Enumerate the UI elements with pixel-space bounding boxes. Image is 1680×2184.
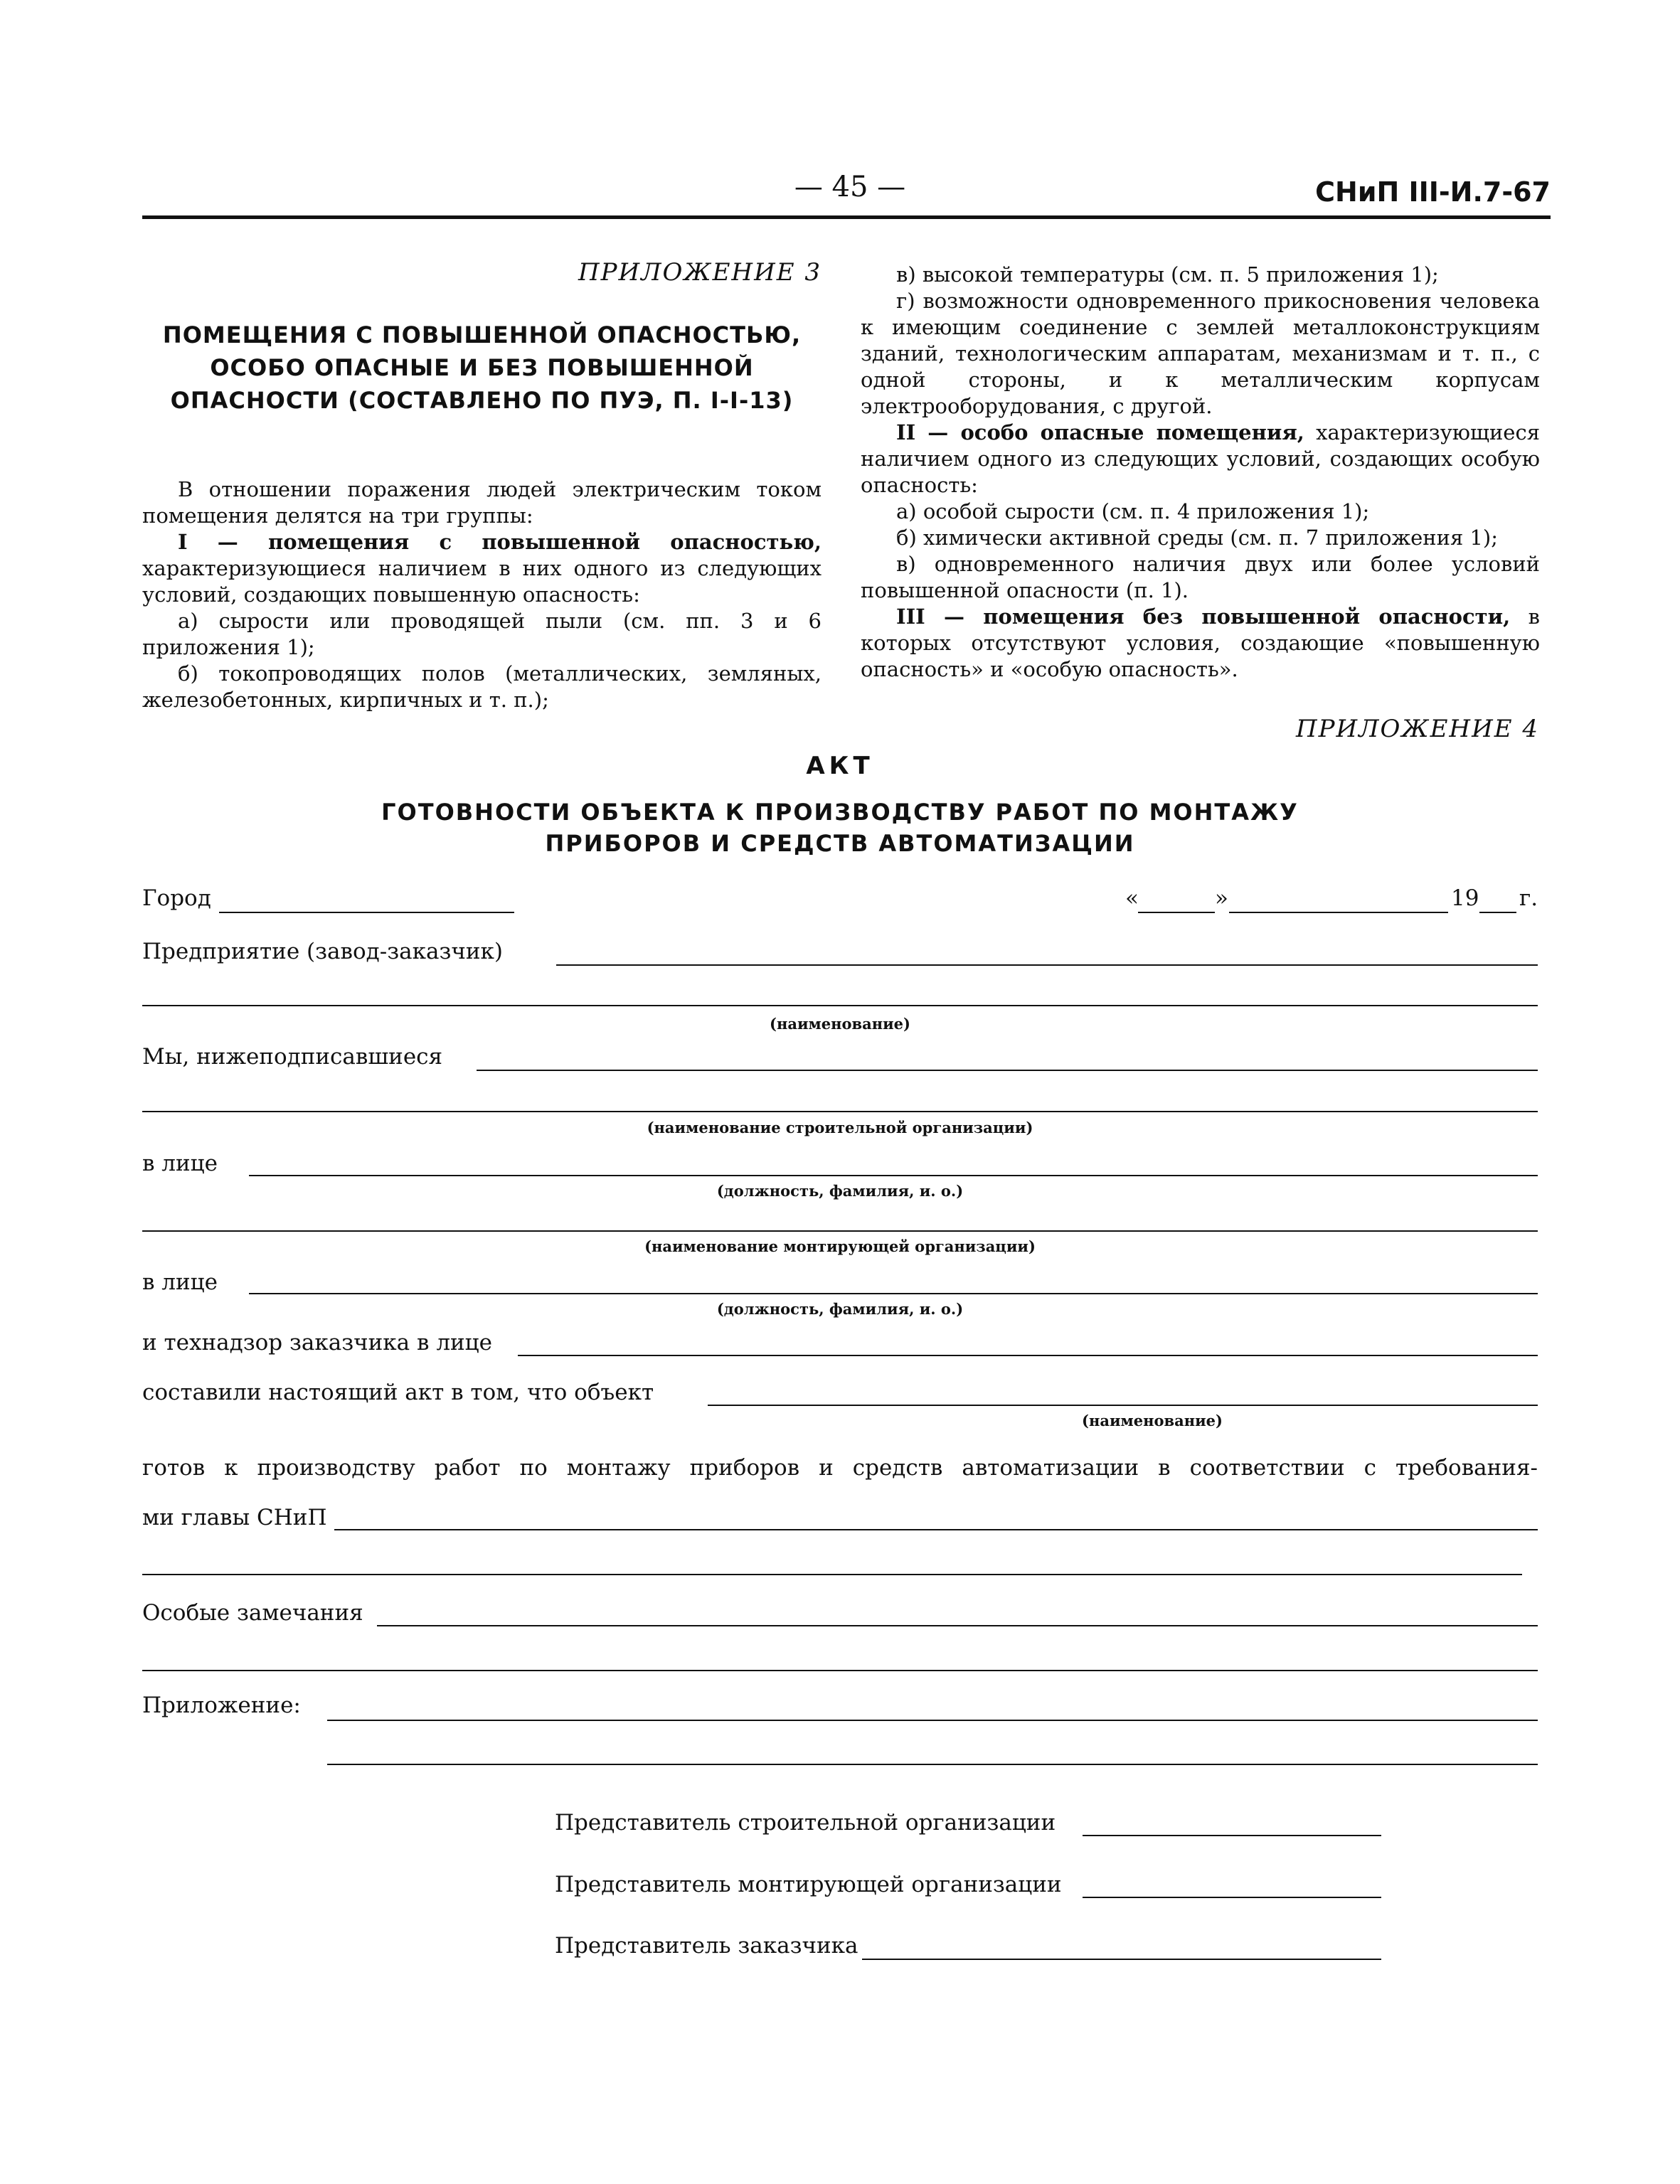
tech-supervision-label: и технадзор заказчика в лице [142,1330,492,1355]
installing-org-caption: (наименование монтирующей организации) [644,1237,1036,1255]
remarks-field[interactable] [377,1625,1538,1626]
annex3-title: ПОМЕЩЕНИЯ С ПОВЫШЕННОЙ ОПАСНОСТЬЮ, ОСОБО ОПАСНЫЕ И БЕЗ ПОВЫШЕННОЙ ОПАСНОСТИ (СОСТАВЛЕНО ПО ПУЭ, П. I-I-13) [162,321,802,414]
undersigned-field[interactable] [477,1070,1538,1071]
remarks-field-line-2[interactable] [142,1670,1538,1671]
snip-chapter-field-line-2[interactable] [142,1574,1522,1575]
group-2-heading: II — особо опасные помещения, [896,420,1304,444]
akt-title: АКТ [806,752,874,780]
group-3-heading: III — помещения без повышенной опасности, [896,604,1511,629]
header-rule [142,215,1551,219]
akt-subtitle [142,797,1538,859]
in-person-field-2[interactable] [249,1293,1538,1294]
year-prefix: 19 [1451,885,1479,911]
tech-supervision-field[interactable] [518,1355,1538,1356]
in-person-label-1: в лице [142,1151,218,1176]
group-2-item-b: б) химически активной среды (см. п. 7 приложения 1); [896,526,1499,550]
building-rep-label: Представитель строительной организации [555,1810,1056,1836]
installing-rep-signature-field[interactable] [1083,1897,1381,1898]
group-1-item-a: а) сырости или проводящей пыли (см. пп. 3 и 6 приложения 1); [142,609,822,659]
group-2-item-a: а) особой сырости (см. п. 4 приложения 1); [896,499,1370,523]
enterprise-label: Предприятие (завод-заказчик) [142,939,503,964]
enterprise-caption: (наименование) [770,1015,910,1033]
annex3-intro: В отношении поражения людей электрическим током помещения делятся на три группы: [142,477,822,528]
enterprise-field[interactable] [556,964,1538,966]
annex3-group-1 [142,529,822,608]
year-field[interactable] [1479,912,1516,913]
position-caption-2: (должность, фамилия, и. о.) [716,1300,964,1318]
remarks-label: Особые замечания [142,1600,363,1626]
in-person-field-1[interactable] [249,1175,1538,1176]
installing-rep-label: Представитель монтирующей организации [555,1872,1062,1897]
position-caption-1: (должность, фамилия, и. о.) [716,1182,964,1200]
date-day-field[interactable] [1138,912,1215,913]
compiled-label: составили настоящий акт в том, что объект [142,1380,654,1405]
group-1-heading: I — помещения с повышенной опасностью, [178,530,822,554]
building-org-field[interactable] [142,1111,1538,1112]
date-close-quote: » [1215,885,1228,911]
annex3-left-column [142,260,822,713]
installing-org-field[interactable] [142,1230,1538,1232]
undersigned-label: Мы, нижеподписавшиеся [142,1044,443,1070]
readiness-statement: готов к производству работ по монтажу приборов и средств автоматизации в соответствии с требования- [142,1455,1538,1481]
group-3-text: в которых отсутствуют условия, создающие «повышенную опасность» и «особую опасность». [861,604,1541,681]
object-caption: (наименование) [1082,1412,1223,1429]
annex3-group-3 [861,604,1540,683]
date-open-quote: « [1125,885,1139,911]
annex3-right-column [861,262,1540,683]
group-1-item-g: г) возможности одновременного прикосновения человека к имеющим соединение с землей металлоконструкциям зданий, технологическим аппаратам, механизмам и т. п., с одной стороны, и к металлическим корпусам электрооборудования, с другой. [861,289,1540,418]
customer-rep-label: Представитель заказчика [555,1933,858,1959]
annex4-label: ПРИЛОЖЕНИЕ 4 [1295,715,1539,743]
group-2-text: характеризующиеся наличием одного из следующих условий, создающих особую опасность: [861,420,1540,497]
city-field[interactable] [219,912,514,913]
building-org-caption: (наименование строительной организации) [647,1119,1033,1136]
customer-rep-signature-field[interactable] [862,1959,1381,1960]
object-field[interactable] [708,1405,1538,1406]
document-code: СНиП III-И.7-67 [1315,176,1551,208]
group-2-item-v: в) одновременного наличия двух или более условий повышенной опасности (п. 1). [861,552,1540,602]
building-rep-signature-field[interactable] [1083,1835,1381,1836]
enterprise-field-line-2[interactable] [142,1005,1538,1006]
akt-subtitle-line-1: ГОТОВНОСТИ ОБЪЕКТА К ПРОИЗВОДСТВУ РАБОТ ПО МОНТАЖУ [381,799,1299,826]
group-1-text: характеризующиеся наличием в них одного из следующих условий, создающих повышенную опасность: [142,556,822,607]
annex3-label: ПРИЛОЖЕНИЕ 3 [578,258,822,287]
page-number: — 45 — [794,171,906,203]
akt-subtitle-line-2: ПРИБОРОВ И СРЕДСТВ АВТОМАТИЗАЦИИ [545,830,1135,857]
snip-chapter-label: ми главы СНиП [142,1505,327,1530]
city-label: Город [142,885,211,911]
in-person-label-2: в лице [142,1269,218,1295]
attachment-label: Приложение: [142,1693,301,1718]
snip-chapter-field[interactable] [334,1529,1538,1530]
year-suffix: г. [1519,885,1538,911]
attachment-field[interactable] [327,1720,1538,1721]
date-month-field[interactable] [1229,912,1448,913]
annex3-group-2 [861,420,1540,499]
group-1-item-v: в) высокой температуры (см. п. 5 приложения 1); [896,262,1439,287]
attachment-field-line-2[interactable] [327,1764,1538,1765]
group-1-item-b: б) токопроводящих полов (металлических, земляных, железобетонных, кирпичных и т. п.); [142,661,822,712]
